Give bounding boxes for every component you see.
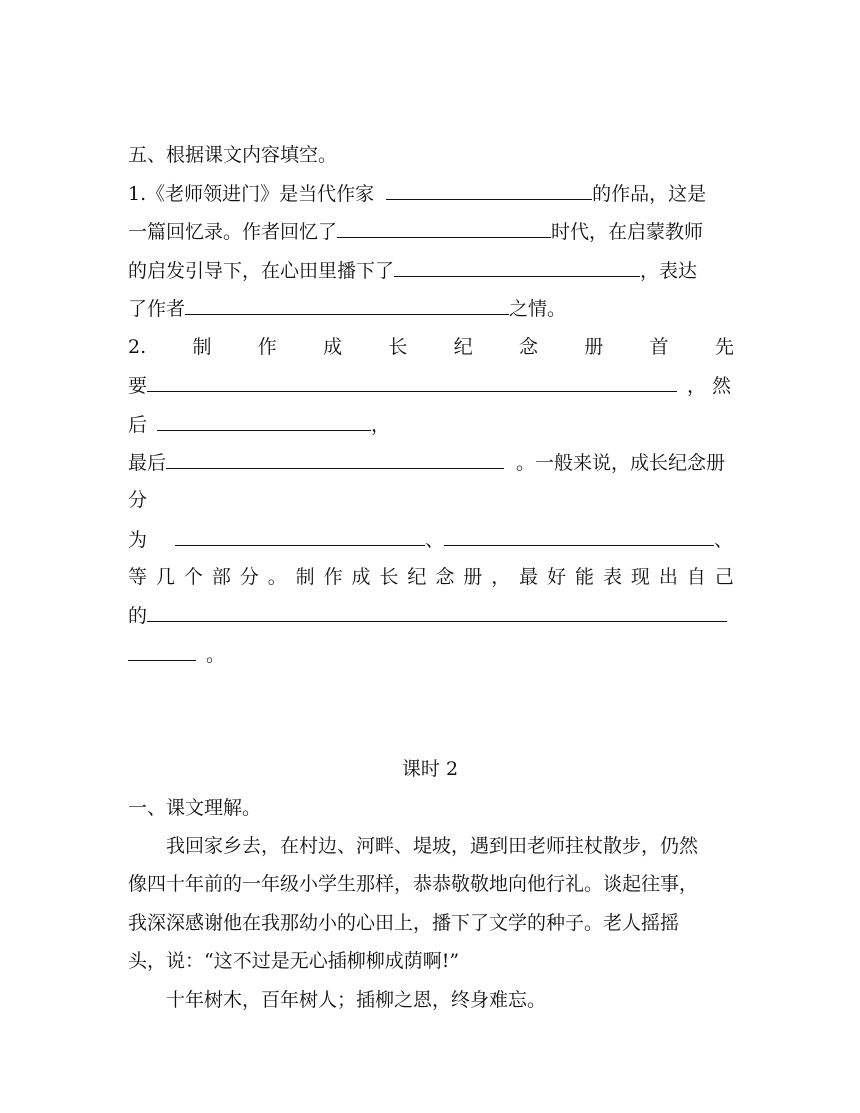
section5-heading: 五、根据课文内容填空。 bbox=[128, 144, 338, 166]
blank-seed[interactable] bbox=[394, 257, 640, 277]
q2-char: 几 bbox=[155, 566, 175, 588]
lesson2-heading: 一、课文理解。 bbox=[128, 797, 262, 819]
blank-feeling[interactable] bbox=[185, 295, 509, 315]
q2-char: 纪 bbox=[453, 336, 473, 358]
q2-char: 出 bbox=[658, 566, 678, 588]
q1-line1 bbox=[128, 180, 706, 206]
passage-line: 我回家乡去，在村边、河畔、堤坡，遇到田老师拄杖散步，仍然 bbox=[166, 835, 699, 857]
q2-line3 bbox=[128, 411, 390, 437]
q2-char: 长 bbox=[388, 336, 408, 358]
blank-era[interactable] bbox=[337, 218, 551, 238]
q2-char: 先 bbox=[714, 336, 734, 358]
q2-line6 bbox=[128, 526, 733, 552]
q2-char: 册 bbox=[463, 566, 483, 588]
q2-line9 bbox=[128, 641, 225, 667]
q1-text-3: 一篇回忆录。作者回忆了 bbox=[128, 221, 338, 243]
blank-part2[interactable] bbox=[444, 526, 714, 546]
q2-char: 个 bbox=[183, 566, 203, 588]
q2-char: 2. bbox=[128, 336, 147, 358]
q2-char: 长 bbox=[379, 566, 399, 588]
blank-first[interactable] bbox=[147, 372, 677, 392]
q2-line1 bbox=[128, 334, 734, 360]
q2-char: 自 bbox=[686, 566, 706, 588]
q1-text-6: ，表达 bbox=[640, 260, 698, 282]
q2-char: 部 bbox=[211, 566, 231, 588]
q2-line8 bbox=[128, 602, 727, 628]
blank-finally[interactable] bbox=[166, 449, 504, 469]
q2-text-end: 。 bbox=[200, 644, 226, 666]
q1-text-5: 的启发引导下，在心田里播下了 bbox=[128, 260, 395, 282]
q2-char: 作 bbox=[257, 336, 277, 358]
q2-char: 制 bbox=[192, 336, 212, 358]
q2-text-general: 。一般来说，成长纪念册 bbox=[510, 452, 726, 474]
passage-line: 头，说：“这不过是无心插柳柳成荫啊!” bbox=[128, 950, 460, 972]
q2-text-de: 的 bbox=[128, 605, 148, 627]
q1-line3 bbox=[128, 257, 697, 283]
q2-line7 bbox=[128, 564, 734, 590]
q1-text-2: 的作品，这是 bbox=[592, 183, 707, 205]
q2-char: 表 bbox=[602, 566, 622, 588]
q2-text-zuihou: 最后 bbox=[128, 452, 167, 474]
blank-author[interactable] bbox=[386, 180, 592, 200]
q2-text-dun2: 、 bbox=[714, 529, 734, 551]
q2-text-yao: 要 bbox=[128, 375, 148, 397]
q2-char: 作 bbox=[323, 566, 343, 588]
q2-char: 好 bbox=[547, 566, 567, 588]
q2-line4 bbox=[128, 449, 725, 475]
q1-text-4: 时代，在启蒙教师 bbox=[551, 221, 704, 243]
q2-char: 。 bbox=[267, 566, 287, 588]
q2-char: 成 bbox=[323, 336, 343, 358]
blank-then[interactable] bbox=[157, 411, 371, 431]
q2-text-hou: 后 bbox=[128, 414, 154, 436]
q2-char: 册 bbox=[584, 336, 604, 358]
q2-text-wei: 为 bbox=[128, 529, 148, 551]
q2-char: 成 bbox=[351, 566, 371, 588]
q1-text-1: 1.《老师领进门》是当代作家 bbox=[128, 183, 381, 205]
q2-char: 念 bbox=[435, 566, 455, 588]
q2-line2 bbox=[128, 372, 731, 398]
q2-char: 能 bbox=[575, 566, 595, 588]
q2-char: 等 bbox=[128, 566, 148, 588]
q2-char: 首 bbox=[649, 336, 669, 358]
lesson2-title: 课时 2 bbox=[401, 758, 459, 780]
q2-char: 纪 bbox=[407, 566, 427, 588]
q2-char: 现 bbox=[630, 566, 650, 588]
q2-char: ， bbox=[491, 566, 511, 588]
passage-line: 我深深感谢他在我那幼小的心田上，播下了文学的种子。老人摇摇 bbox=[128, 912, 680, 934]
q2-char: 最 bbox=[519, 566, 539, 588]
q1-line2 bbox=[128, 218, 703, 244]
passage-line: 像四十年前的一年级小学生那样，恭恭敬敬地向他行礼。谈起往事， bbox=[128, 873, 699, 895]
q2-char: 制 bbox=[295, 566, 315, 588]
q2-line5: 分 bbox=[128, 489, 148, 511]
q2-text-comma: ， bbox=[371, 414, 391, 436]
passage-line: 十年树木，百年树人；插柳之恩，终身难忘。 bbox=[166, 989, 547, 1011]
q2-char: 念 bbox=[519, 336, 539, 358]
q2-char: 己 bbox=[714, 566, 734, 588]
q1-text-7: 了作者 bbox=[128, 298, 186, 320]
blank-show[interactable] bbox=[147, 602, 727, 622]
blank-part1[interactable] bbox=[175, 526, 425, 546]
blank-show-cont[interactable] bbox=[128, 641, 196, 661]
q2-text-dun1: 、 bbox=[425, 529, 445, 551]
q2-char: 分 bbox=[239, 566, 259, 588]
q1-line4 bbox=[128, 295, 566, 321]
q1-text-8: 之情。 bbox=[509, 298, 567, 320]
q2-text-ran: ， 然 bbox=[687, 375, 732, 397]
